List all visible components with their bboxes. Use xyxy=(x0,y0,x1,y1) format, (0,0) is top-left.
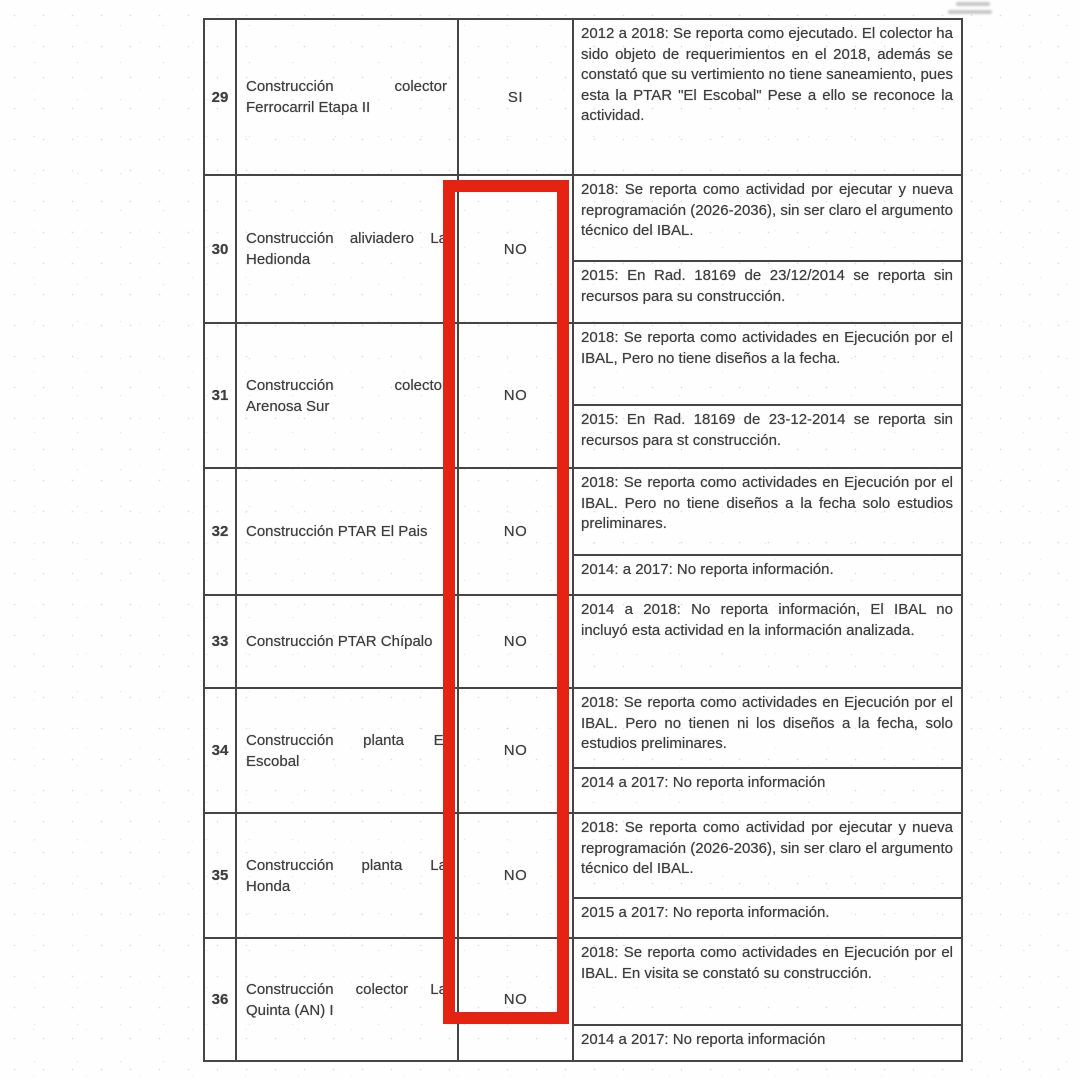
activity-text: Construcción PTAR Chípalo xyxy=(246,633,433,650)
row-number: 34 xyxy=(211,742,229,759)
observations-cell xyxy=(572,469,961,594)
table-row xyxy=(205,594,961,687)
observations-cell xyxy=(572,176,961,322)
activity-text: Construcción colector La Quinta (AN) I xyxy=(246,980,447,1019)
activity-cell xyxy=(235,324,457,467)
activity-cell xyxy=(235,689,457,812)
table-row xyxy=(205,812,961,937)
row-number: 33 xyxy=(211,633,229,650)
executed-flag: NO xyxy=(457,324,572,467)
activity-text: Construcción PTAR El Pais xyxy=(246,523,428,540)
observations-cell xyxy=(572,939,961,1060)
executed-flag: NO xyxy=(457,814,572,937)
table-row xyxy=(205,322,961,467)
activity-cell xyxy=(235,469,457,594)
observation-text: 2018: Se reporta como actividad por ejecutar y nueva reprogramación (2026-2036), sin ser claro el argumento técnico del IBAL. xyxy=(574,814,961,899)
activity-text: Construcción planta El Escobal xyxy=(246,731,447,770)
observation-text: 2015: En Rad. 18169 de 23/12/2014 se reporta sin recursos para su construcción. xyxy=(581,267,953,305)
observation-text: 2015 a 2017: No reporta información. xyxy=(581,904,830,921)
observation-text: 2014 a 2018: No reporta información, El IBAL no incluyó esta actividad en la información analizada. xyxy=(581,601,953,639)
executed-flag: NO xyxy=(457,469,572,594)
row-number: 35 xyxy=(211,867,229,884)
observation-text: 2018: Se reporta como actividades en Ejecución por el IBAL. Pero no tienen ni los diseños a la fecha, solo estudios preliminares. xyxy=(574,689,961,769)
activity-cell xyxy=(235,596,457,687)
observation-text: 2014 a 2017: No reporta información xyxy=(581,774,826,791)
observation-text: 2015: En Rad. 18169 de 23-12-2014 se reporta sin recursos para st construcción. xyxy=(581,411,953,449)
observation-text: 2012 a 2018: Se reporta como ejecutado. El colector ha sido objeto de requerimientos en el 2018, además se constató que su vertimiento no tiene saneamiento, pues esta la PTAR "El Escobal" Pese a ello se reconoce la actividad. xyxy=(581,25,953,124)
activity-cell xyxy=(235,939,457,1060)
executed-flag: SI xyxy=(457,20,572,174)
executed-flag: NO xyxy=(457,689,572,812)
observation-text: 2018: Se reporta como actividades en Ejecución por el IBAL. En visita se constató su construcción. xyxy=(574,939,961,1026)
observations-cell xyxy=(572,324,961,467)
executed-flag: NO xyxy=(457,939,572,1060)
table-row xyxy=(205,687,961,812)
activity-text: Construcción aliviadero La Hedionda xyxy=(246,230,447,268)
table-row xyxy=(205,937,961,1060)
activity-cell xyxy=(235,814,457,937)
row-number: 32 xyxy=(211,523,229,540)
observation-text: 2018: Se reporta como actividades en Ejecución por el IBAL, Pero no tiene diseños a la fecha. xyxy=(574,324,961,406)
row-number: 31 xyxy=(211,387,229,404)
observation-text: 2018: Se reporta como actividad por ejecutar y nueva reprogramación (2026-2036), sin ser claro el argumento técnico del IBAL. xyxy=(574,176,961,262)
table-row xyxy=(205,20,961,174)
activity-text: Construcción colector Ferrocarril Etapa II xyxy=(246,78,447,116)
observations-cell xyxy=(572,596,961,687)
observations-cell xyxy=(572,689,961,812)
activity-text: Construcción planta La Honda xyxy=(246,856,447,895)
audit-activities-table xyxy=(203,18,963,1062)
observations-cell xyxy=(572,814,961,937)
observations-cell xyxy=(572,20,961,174)
table-row xyxy=(205,174,961,322)
row-number: 29 xyxy=(211,88,229,106)
row-number: 36 xyxy=(211,991,229,1008)
corner-print-smudge xyxy=(948,2,992,14)
observation-text: 2014 a 2017: No reporta información xyxy=(581,1031,826,1048)
executed-flag: NO xyxy=(457,596,572,687)
activity-cell xyxy=(235,176,457,322)
row-number: 30 xyxy=(211,240,229,258)
observation-text: 2018: Se reporta como actividades en Ejecución por el IBAL. Pero no tiene diseños a la fecha solo estudios preliminares. xyxy=(574,469,961,556)
executed-flag: NO xyxy=(457,176,572,322)
observation-text: 2014: a 2017: No reporta información. xyxy=(581,561,834,578)
activity-text: Construcción colector Arenosa Sur xyxy=(246,376,447,415)
table-row xyxy=(205,467,961,594)
activity-cell xyxy=(235,20,457,174)
